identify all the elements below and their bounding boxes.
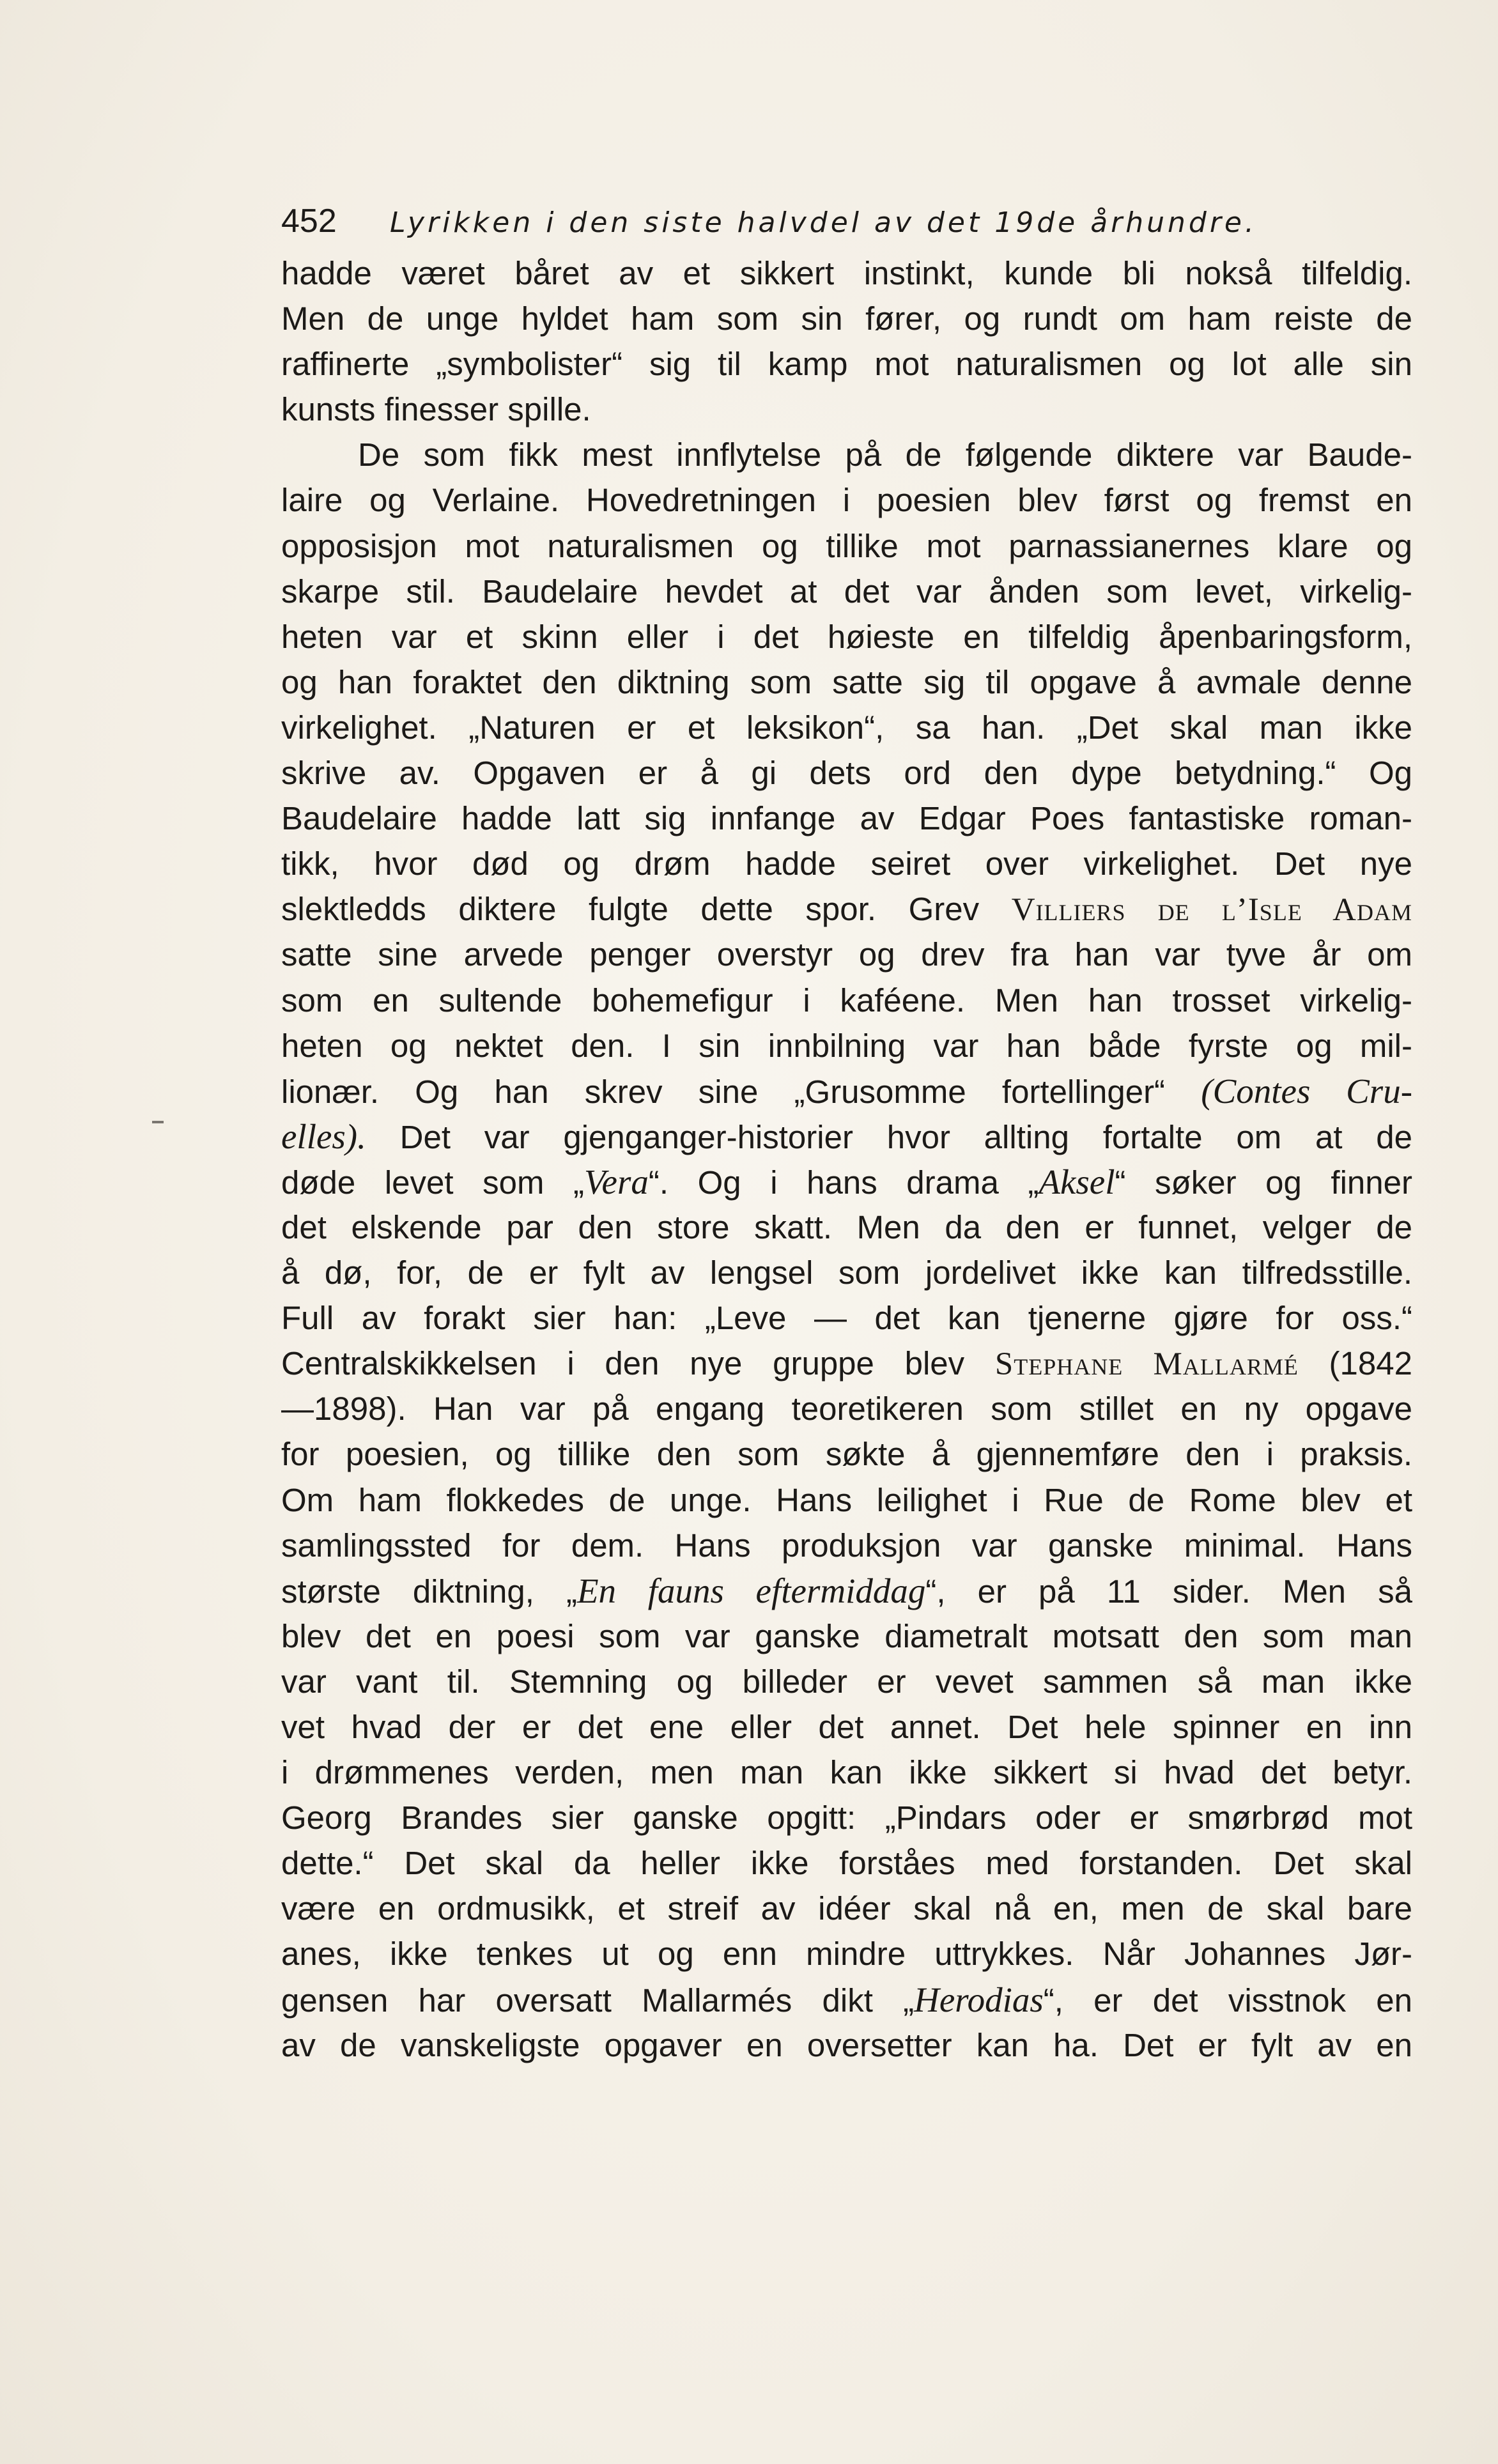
text-line: for poesien, og tillike den som søkte å gjennemføre den i praksis.: [281, 1436, 1412, 1473]
text-line: heten var et skinn eller i det høieste en tilfeldig åpenbaringsform,: [281, 618, 1412, 655]
text-line: som en sultende bohemefigur i kaféene. Men han trosset virkelig-: [281, 982, 1412, 1019]
text-line: av de vanskeligste opgaver en oversetter kan ha. Det er fylt av en: [281, 2026, 1412, 2063]
text-line: kunsts finesser spille.: [281, 391, 591, 428]
line-segment: største diktning, „: [281, 1573, 577, 1610]
text-line: satte sine arvede penger overstyr og drev fra han var tyve år om: [281, 936, 1412, 973]
line-segment: “, er på 11 sider. Men så: [925, 1573, 1412, 1610]
text-line: Men de unge hyldet ham som sin fører, og rundt om ham reiste de: [281, 300, 1412, 337]
text-line: i drømmenes verden, men man kan ikke sikkert si hvad det betyr.: [281, 1754, 1412, 1791]
text-line: [281, 1114, 1412, 1159]
text-line: virkelighet. „Naturen er et leksikon“, sa han. „Det skal man ikke: [281, 709, 1412, 746]
text-line: skrive av. Opgaven er å gi dets ord den dype betydning.“ Og: [281, 755, 1412, 792]
line-segment: “, er det visstnok en: [1043, 1982, 1412, 2019]
text-line: anes, ikke tenkes ut og enn mindre uttrykkes. Når Johannes Jør-: [281, 1936, 1412, 1973]
text-line: [281, 1977, 1412, 2022]
text-line: De som fikk mest innflytelse på de følgende diktere var Baude-: [358, 436, 1412, 474]
text-line: [281, 1341, 1412, 1386]
text-line: samlingssted for dem. Hans produksjon var ganske minimal. Hans: [281, 1527, 1412, 1564]
text-line: det elskende par den store skatt. Men da den er funnet, velger de: [281, 1208, 1412, 1245]
text-line: heten og nektet den. I sin innbilning var han både fyrste og mil-: [281, 1027, 1412, 1064]
work-title: elles).: [281, 1116, 366, 1156]
text-line: [281, 1159, 1412, 1205]
line-segment: “ søker og finner: [1115, 1164, 1412, 1201]
page-number: 452: [281, 203, 337, 240]
line-segment: Centralskikkelsen i den nye gruppe blev: [281, 1345, 965, 1382]
text-line: blev det en poesi som var ganske diametralt motsatt den som man: [281, 1617, 1412, 1654]
text-line: tikk, hvor død og drøm hadde seiret over virkelighet. Det nye: [281, 845, 1412, 882]
body-text: [281, 250, 1412, 2068]
running-head: [281, 192, 1412, 250]
text-line: å dø, for, de er fylt av lengsel som jordelivet ikke kan tilfredsstille.: [281, 1254, 1412, 1291]
text-block: [281, 192, 1412, 2068]
text-line: skarpe stil. Baudelaire hevdet at det var ånden som levet, virkelig-: [281, 573, 1412, 610]
line-segment: gensen har oversatt Mallarmés dikt „: [281, 1982, 915, 2019]
work-title: En fauns eftermiddag: [576, 1571, 926, 1610]
text-line: hadde været båret av et sikkert instinkt, kunde bli nokså tilfeldig.: [281, 255, 1412, 291]
line-segment: “. Og i hans drama „: [648, 1164, 1039, 1201]
text-line: laire og Verlaine. Hovedretningen i poesien blev først og fremst en: [281, 482, 1412, 519]
text-line: være en ordmusikk, et streif av idéer skal nå en, men de skal bare: [281, 1890, 1412, 1927]
text-line: [281, 1568, 1412, 1613]
line-segment: (1842: [1329, 1345, 1412, 1382]
line-segment: slektledds diktere fulgte dette spor. Grev: [281, 891, 980, 928]
text-line: dette.“ Det skal da heller ikke forståes med forstanden. Det skal: [281, 1845, 1412, 1882]
work-title: Aksel: [1039, 1162, 1115, 1201]
work-title: (Contes Cru-: [1201, 1071, 1412, 1111]
text-line: opposisjon mot naturalismen og tillike mot parnassianernes klare og: [281, 527, 1412, 564]
line-segment: lionær. Og han skrev sine „Grusomme fortellinger“: [281, 1073, 1166, 1110]
running-title: Lyrikken i den siste halvdel av det 19de århundre.: [390, 206, 1257, 239]
work-title: Vera: [584, 1162, 649, 1201]
text-line: Full av forakt sier han: „Leve — det kan tjenerne gjøre for oss.“: [281, 1300, 1412, 1337]
line-segment: Det var gjenganger-historier hvor allting fortalte om at de: [399, 1118, 1412, 1155]
margin-mark: [152, 1121, 164, 1123]
text-line: —1898). Han var på engang teoretikeren som stillet en ny opgave: [281, 1390, 1412, 1428]
text-line: Georg Brandes sier ganske opgitt: „Pindars oder er smørbrød mot: [281, 1799, 1412, 1836]
author-name: Stephane Mallarmé: [994, 1346, 1299, 1383]
text-line: og han foraktet den diktning som satte sig til opgave å avmale denne: [281, 663, 1412, 700]
text-line: [281, 886, 1412, 932]
text-line: raffinerte „symbolister“ sig til kamp mot naturalismen og lot alle sin: [281, 346, 1412, 383]
text-line: Om ham flokkedes de unge. Hans leilighet i Rue de Rome blev et: [281, 1481, 1412, 1518]
line-segment: døde levet som „: [281, 1164, 585, 1201]
text-line: vet hvad der er det ene eller det annet. Det hele spinner en inn: [281, 1709, 1412, 1745]
author-name: Villiers de l’Isle Adam: [1011, 892, 1412, 928]
text-line: [281, 1068, 1412, 1114]
text-line: var vant til. Stemning og billeder er vevet sammen så man ikke: [281, 1663, 1412, 1700]
text-line: Baudelaire hadde latt sig innfange av Edgar Poes fantastiske roman-: [281, 800, 1412, 837]
work-title: Herodias: [914, 1980, 1044, 2019]
